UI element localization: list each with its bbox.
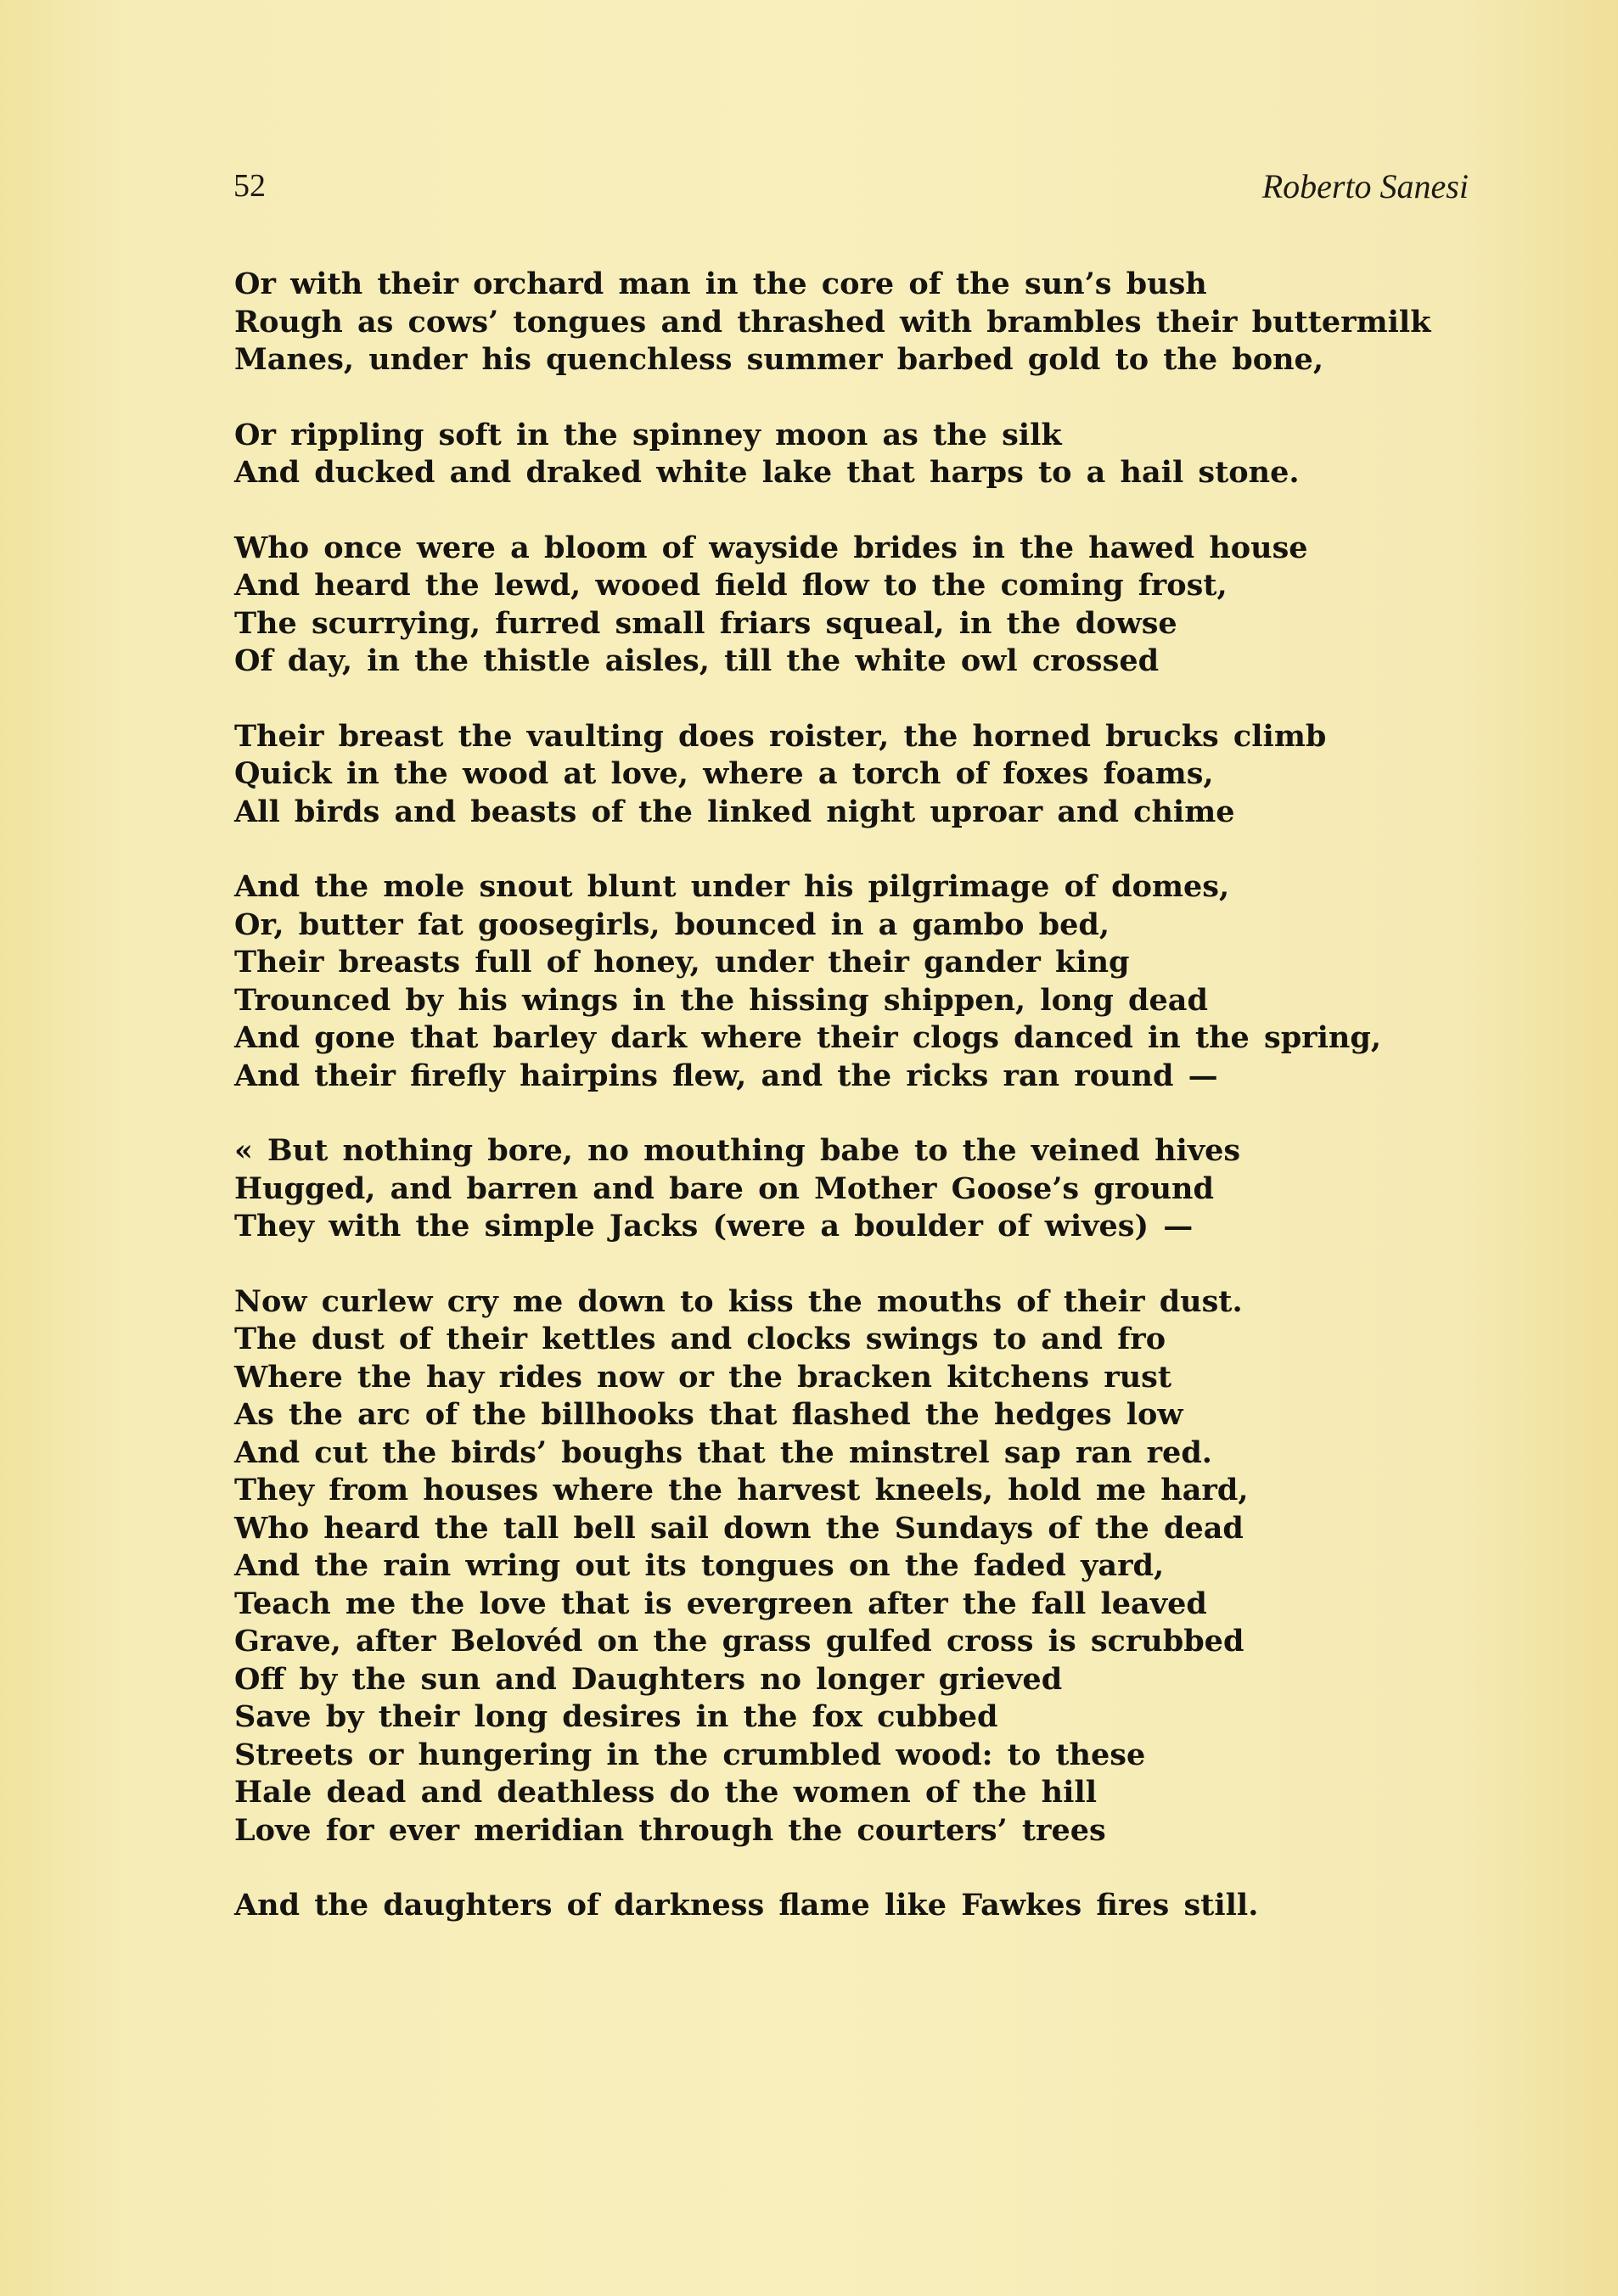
poem-line: Quick in the wood at love, where a torch of foxes foams,	[234, 756, 1214, 791]
poem-line: Hale dead and deathless do the women of the hill	[234, 1775, 1098, 1810]
poem-line: The scurrying, furred small friars squeal, in the dowse	[234, 605, 1177, 641]
poem-line: As the arc of the billhooks that flashed the hedges low	[234, 1397, 1183, 1432]
poem-line: Or rippling soft in the spinney moon as the silk	[234, 417, 1062, 452]
poem-line: And cut the birds’ boughs that the minstrel sap ran red.	[234, 1434, 1212, 1470]
poem-line: Save by their long desires in the fox cubbed	[234, 1699, 998, 1734]
stanza	[234, 1283, 1559, 1850]
poem-line: Their breasts full of honey, under their gander king	[234, 945, 1130, 980]
poem-line: And the rain wring out its tongues on the faded yard,	[234, 1548, 1165, 1583]
poem-line: And the daughters of darkness flame like Fawkes fires still.	[234, 1888, 1259, 1923]
poem-line: Trounced by his wings in the hissing shippen, long dead	[234, 982, 1208, 1018]
poem-line: Now curlew cry me down to kiss the mouths of their dust.	[234, 1283, 1243, 1319]
poem-line: And gone that barley dark where their clogs danced in the spring,	[234, 1020, 1382, 1055]
poem-line: And their firefly hairpins flew, and the ricks ran round —	[234, 1058, 1218, 1093]
poem-line: Or, butter fat goosegirls, bounced in a gambo bed,	[234, 907, 1110, 942]
stanza	[234, 1887, 1559, 1925]
poem-line: And ducked and draked white lake that harps to a hail stone.	[234, 455, 1300, 490]
stanza	[234, 868, 1559, 1095]
poem-line: And the mole snout blunt under his pilgrimage of domes,	[234, 869, 1230, 904]
poem-line: Streets or hungering in the crumbled wood: to these	[234, 1737, 1146, 1772]
page-number: 52	[233, 168, 266, 204]
stanza	[234, 266, 1559, 379]
poem-line: And heard the lewd, wooed field flow to the coming frost,	[234, 568, 1228, 603]
poem-line: The dust of their kettles and clocks swings to and fro	[234, 1322, 1166, 1356]
poem-line: Rough as cows’ tongues and thrashed with brambles their buttermilk	[234, 304, 1431, 340]
poem-line: All birds and beasts of the linked night uproar and chime	[234, 794, 1235, 829]
running-head-author: Roberto Sanesi	[1261, 167, 1469, 205]
poem-line: Their breast the vaulting does roister, the horned brucks climb	[234, 718, 1327, 754]
poem-line: « But nothing bore, no mouthing babe to the veined hives	[234, 1133, 1241, 1168]
poem-body	[234, 266, 1559, 1962]
poem-line: Off by the sun and Daughters no longer grieved	[234, 1661, 1063, 1697]
stanza	[234, 417, 1559, 492]
stanza	[234, 1132, 1559, 1246]
poem-line: They from houses where the harvest kneels, hold me hard,	[234, 1473, 1249, 1507]
poem-line: Where the hay rides now or the bracken kitchens rust	[234, 1359, 1172, 1395]
stanza	[234, 530, 1559, 681]
poem-line: Hugged, and barren and bare on Mother Goose’s ground	[234, 1170, 1214, 1206]
poem-line: Or with their orchard man in the core of the sun’s bush	[234, 267, 1207, 301]
poem-line: Who heard the tall bell sail down the Sundays of the dead	[234, 1510, 1244, 1546]
poem-line: Who once were a bloom of wayside brides in the hawed house	[234, 530, 1308, 565]
poem-line: Grave, after Belovéd on the grass gulfed cross is scrubbed	[234, 1624, 1244, 1659]
poem-line: Teach me the love that is evergreen after the fall leaved	[234, 1586, 1207, 1621]
poem-line: They with the simple Jacks (were a boulder of wives) —	[234, 1209, 1194, 1243]
poem-line: Of day, in the thistle aisles, till the white owl crossed	[234, 643, 1160, 678]
poem-line: Love for ever meridian through the courters’ trees	[234, 1812, 1106, 1848]
stanza	[234, 718, 1559, 832]
poem-line: Manes, under his quenchless summer barbed gold to the bone,	[234, 342, 1324, 377]
